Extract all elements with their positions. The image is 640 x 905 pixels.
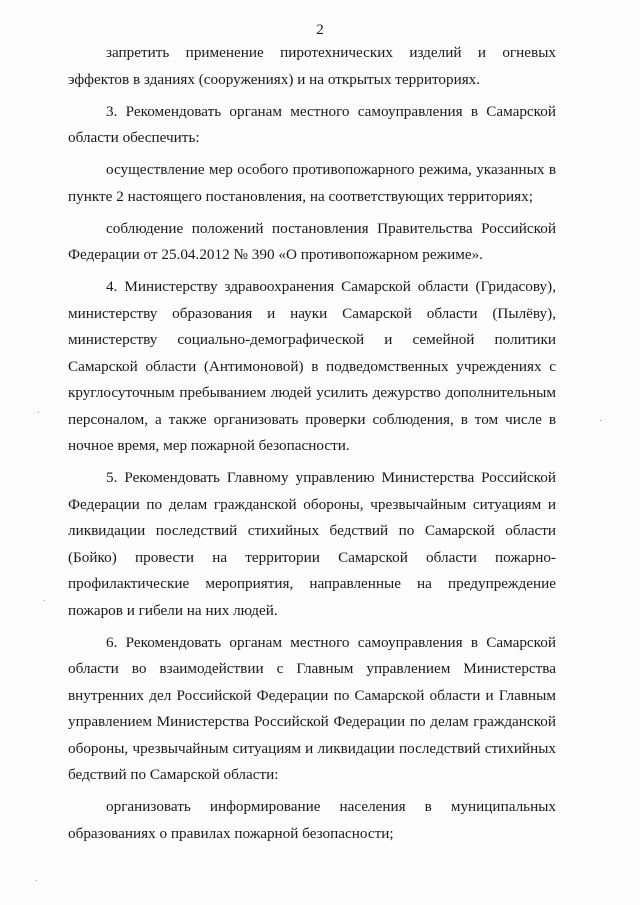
scan-speck	[36, 880, 37, 881]
paragraph-fireworks-ban: запретить применение пиротехнических изделий и огневых эффектов в зданиях (сооружениях) и на открытых территориях.	[68, 44, 556, 88]
paragraph-item-3: 3. Рекомендовать органам местного самоуправления в Самарской области обеспечить:	[68, 102, 556, 146]
scan-speck	[44, 600, 45, 601]
page-number: 2	[316, 22, 324, 38]
paragraph-item-6-inform: организовать информирование населения в муниципальных образованиях о правилах пожарной безопасности;	[68, 798, 556, 842]
paragraph-item-3-regulation: соблюдение положений постановления Правительства Российской Федерации от 25.04.2012 № 390 «О противопожарном режиме».	[68, 219, 556, 263]
scan-speck	[600, 420, 601, 421]
paragraph-item-6: 6. Рекомендовать органам местного самоуправления в Самарской области во взаимодействии с Главным управлением Министерства внутренних дел Российской Федерации по Самарской области и Главным управлением Министерства Российской Федерации по делам гражданской обороны, чрезвычайным ситуациям и ликвидации последствий стихийных бедствий по Самарской области:	[68, 633, 556, 783]
scan-speck	[38, 412, 39, 413]
paragraph-item-4: 4. Министерству здравоохранения Самарской области (Гридасову), министерству образования и науки Самарской области (Пылёву), министерству социально-демографической и семейной политики Самарской области (Антимоновой) в подведомственных учреждениях с круглосуточным пребыванием людей усилить дежурство дополнительным персоналом, а также организовать проверки соблюдения, в том числе в ночное время, мер пожарной безопасности.	[68, 278, 556, 454]
paragraph-item-3-measures: осуществление мер особого противопожарного режима, указанных в пункте 2 настоящего постановления, на соответствующих территориях;	[68, 161, 556, 205]
paragraph-item-5: 5. Рекомендовать Главному управлению Министерства Российской Федерации по делам гражданской обороны, чрезвычайным ситуациям и ликвидации последствий стихийных бедствий по Самарской области (Бойко) провести на территории Самарской области пожарно-профилактические мероприятия, направленные на предупреждение пожаров и гибели на них людей.	[68, 469, 556, 619]
document-body	[68, 40, 556, 853]
